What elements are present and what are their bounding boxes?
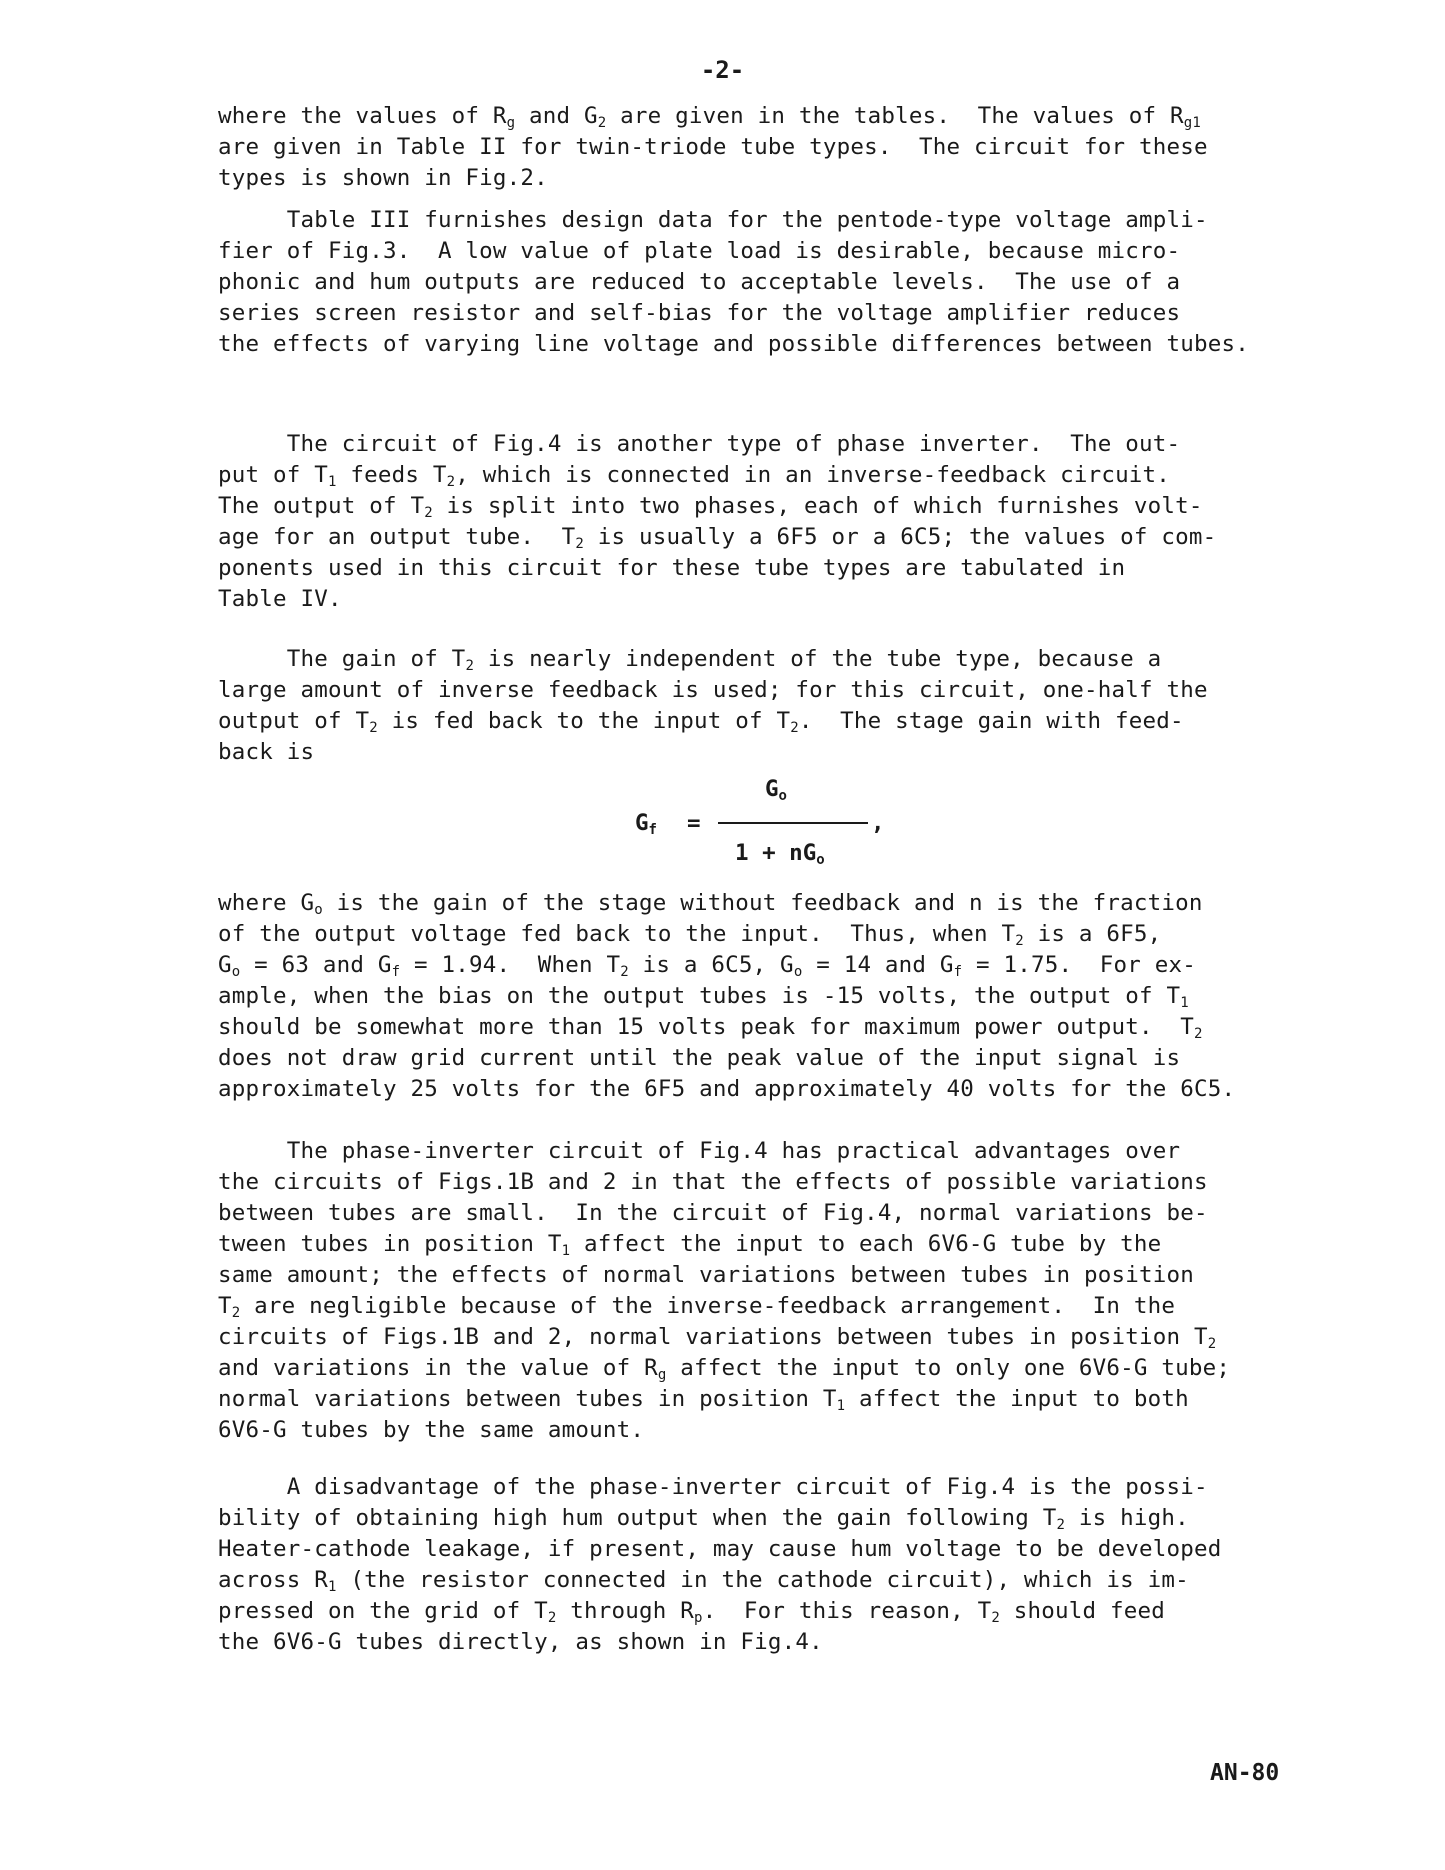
document-code: AN-80 [1210, 1760, 1280, 1786]
text-line: where $G_o$ is the gain of the stage without feedback and n is the fraction [218, 890, 1203, 918]
text-line: circuits of Figs.1B and 2, normal variations between tubes in position $T_2$ [218, 1324, 1217, 1352]
page-number: -2- [700, 56, 745, 84]
formula-denominator: $1 + nG_o$ [735, 840, 825, 868]
text-line: where the values of $R_g$ and $G_2$ are given in the tables. The values of $R_{g1}$ [218, 103, 1202, 131]
text-line: put of $T_1$ feeds $T_2$, which is connected in an inverse-feedback circuit. [218, 462, 1171, 490]
paragraph [218, 101, 1298, 194]
text-line: Table IV. [218, 586, 342, 612]
text-line: are given in Table II for twin-triode tube types. The circuit for these [218, 134, 1208, 160]
text-line: approximately 25 volts for the 6F5 and approximately 40 volts for the 6C5. [218, 1076, 1236, 1102]
text-line: phonic and hum outputs are reduced to acceptable levels. The use of a [218, 269, 1181, 295]
formula-numerator: $G_o$ [765, 776, 787, 804]
text-line: large amount of inverse feedback is used; for this circuit, one-half the [218, 677, 1208, 703]
text-line: $T_2$ are negligible because of the inverse-feedback arrangement. In the [218, 1293, 1176, 1321]
text-line: Heater-cathode leakage, if present, may cause hum voltage to be developed [218, 1536, 1222, 1562]
text-line: The phase-inverter circuit of Fig.4 has practical advantages over [218, 1138, 1181, 1164]
text-line: A disadvantage of the phase-inverter circuit of Fig.4 is the possi- [218, 1474, 1208, 1500]
text-line: the 6V6-G tubes directly, as shown in Fig.4. [218, 1629, 823, 1655]
text-line: does not draw grid current until the peak value of the input signal is [218, 1045, 1181, 1071]
text-line: between tubes are small. In the circuit of Fig.4, normal variations be- [218, 1200, 1208, 1226]
gain-formula [635, 770, 895, 870]
formula-lhs: $G_f$ [635, 810, 657, 838]
text-line: normal variations between tubes in position $T_1$ affect the input to both [218, 1386, 1189, 1414]
fraction-bar [718, 822, 868, 824]
text-line: same amount; the effects of normal variations between tubes in position [218, 1262, 1194, 1288]
formula-comma: , [871, 810, 885, 836]
paragraph [218, 1136, 1298, 1446]
text-line: The gain of $T_2$ is nearly independent of the tube type, because a [218, 646, 1162, 674]
paragraph [218, 888, 1298, 1105]
text-line: fier of Fig.3. A low value of plate load is desirable, because micro- [218, 238, 1181, 264]
text-line: The circuit of Fig.4 is another type of phase inverter. The out- [218, 431, 1181, 457]
paragraph [218, 429, 1298, 615]
text-line: The output of $T_2$ is split into two phases, each of which furnishes volt- [218, 493, 1203, 521]
text-line: $G_o = 63$ and $G_f = 1.94$. When $T_2$ is a 6C5, $G_o = 14$ and $G_f = 1.75$. For ex- [218, 952, 1196, 980]
text-line: Table III furnishes design data for the pentode-type voltage ampli- [218, 207, 1208, 233]
text-line: and variations in the value of $R_g$ affect the input to only one 6V6-G tube; [218, 1355, 1231, 1383]
paragraph [218, 644, 1298, 768]
paragraph [218, 205, 1298, 360]
text-line: output of $T_2$ is fed back to the input of $T_2$. The stage gain with feed- [218, 708, 1184, 736]
text-line: bility of obtaining high hum output when the gain following $T_2$ is high. [218, 1505, 1189, 1533]
paragraph [218, 1472, 1298, 1658]
text-line: the effects of varying line voltage and possible differences between tubes. [218, 331, 1249, 357]
text-line: should be somewhat more than 15 volts peak for maximum power output. $T_2$ [218, 1014, 1203, 1042]
text-line: of the output voltage fed back to the input. Thus, when $T_2$ is a 6F5, [218, 921, 1162, 949]
text-line: back is [218, 739, 315, 765]
text-line: ample, when the bias on the output tubes is -15 volts, the output of $T_1$ [218, 983, 1189, 1011]
text-line: age for an output tube. $T_2$ is usually a 6F5 or a 6C5; the values of com- [218, 524, 1217, 552]
text-line: ponents used in this circuit for these tube types are tabulated in [218, 555, 1126, 581]
text-line: pressed on the grid of $T_2$ through $R_p$. For this reason, $T_2$ should feed [218, 1598, 1165, 1626]
text-line: 6V6-G tubes by the same amount. [218, 1417, 645, 1443]
text-line: tween tubes in position $T_1$ affect the input to each 6V6-G tube by the [218, 1231, 1162, 1259]
text-line: across $R_1$ (the resistor connected in the cathode circuit), which is im- [218, 1567, 1189, 1595]
text-line: types is shown in Fig.2. [218, 165, 548, 191]
text-line: the circuits of Figs.1B and 2 in that the effects of possible variations [218, 1169, 1208, 1195]
text-line: series screen resistor and self-bias for the voltage amplifier reduces [218, 300, 1181, 326]
formula-equals: = [687, 810, 701, 836]
